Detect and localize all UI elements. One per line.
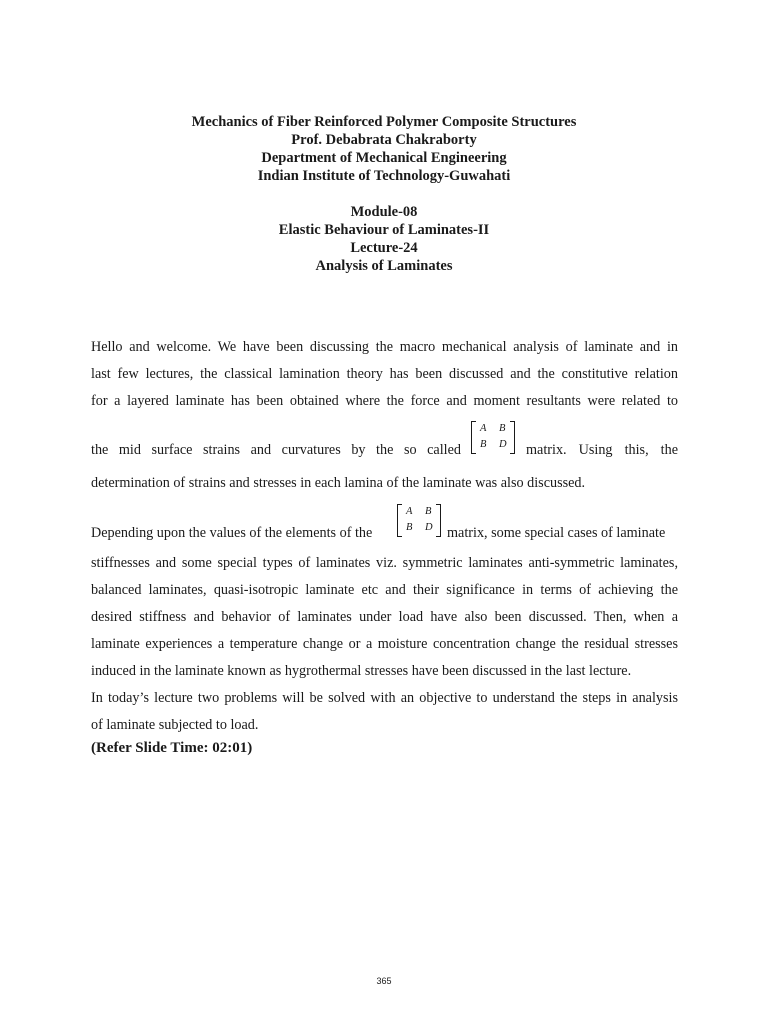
page-number: 365 [376, 976, 392, 986]
paragraph-line-segment: Depending upon the values of the elements of the [91, 525, 373, 541]
institute-name: Indian Institute of Technology-Guwahati [257, 168, 511, 184]
paragraph-line: determination of strains and stresses in each lamina of the laminate was also discussed. [91, 475, 586, 491]
paragraph-line: Hello and welcome. We have been discussing the macro mechanical analysis of laminate and in [91, 339, 678, 355]
lecture-number: Lecture-24 [350, 240, 418, 256]
paragraph-line-with-matrix [91, 418, 678, 458]
module-title: Elastic Behaviour of Laminates-II [278, 222, 490, 238]
abd-matrix [467, 418, 519, 456]
paragraph-line-with-matrix [91, 500, 678, 540]
matrix-cell: B [480, 439, 487, 450]
paragraph-line: desired stiffness and behavior of laminates under load have also been discussed. Then, when a [91, 609, 678, 625]
matrix-cell: D [499, 439, 507, 450]
paragraph-line: stiffnesses and some special types of laminates viz. symmetric laminates anti-symmetric laminates, [91, 555, 678, 571]
matrix-cell: B [406, 522, 413, 533]
paragraph-line-segment: matrix. Using this, the [526, 442, 678, 458]
lecture-header [0, 113, 768, 275]
matrix-cell: A [480, 423, 487, 434]
paragraph-line: of laminate subjected to load. [91, 717, 259, 733]
paragraph-line: for a layered laminate has been obtained where the force and moment resultants were related to [91, 393, 678, 409]
refer-slide-time: (Refer Slide Time: 02:01) [91, 740, 253, 756]
matrix-cell: D [425, 522, 433, 533]
abd-matrix [393, 501, 445, 539]
matrix-cell: A [406, 506, 413, 517]
lecture-title: Analysis of Laminates [315, 258, 453, 274]
module-number: Module-08 [350, 204, 418, 220]
paragraph-line: laminate experiences a temperature change or a moisture concentration change the residual stresses [91, 636, 678, 652]
paragraph-line-segment: the mid surface strains and curvatures by the so called [91, 442, 461, 458]
paragraph-line: balanced laminates, quasi-isotropic laminate etc and their significance in terms of achieving the [91, 582, 678, 598]
paragraph-line-segment: matrix, some special cases of laminate [447, 525, 666, 541]
department-name: Department of Mechanical Engineering [261, 150, 507, 166]
professor-name: Prof. Debabrata Chakraborty [291, 132, 477, 148]
paragraph-line: last few lectures, the classical lamination theory has been discussed and the constitutive relation [91, 366, 678, 382]
paragraph-line: induced in the laminate known as hygrothermal stresses have been discussed in the last lecture. [91, 663, 632, 679]
matrix-cell: B [425, 506, 432, 517]
matrix-cell: B [499, 423, 506, 434]
paragraph-line: In today’s lecture two problems will be solved with an objective to understand the steps in analysis [91, 690, 678, 706]
course-title: Mechanics of Fiber Reinforced Polymer Composite Structures [191, 114, 577, 130]
